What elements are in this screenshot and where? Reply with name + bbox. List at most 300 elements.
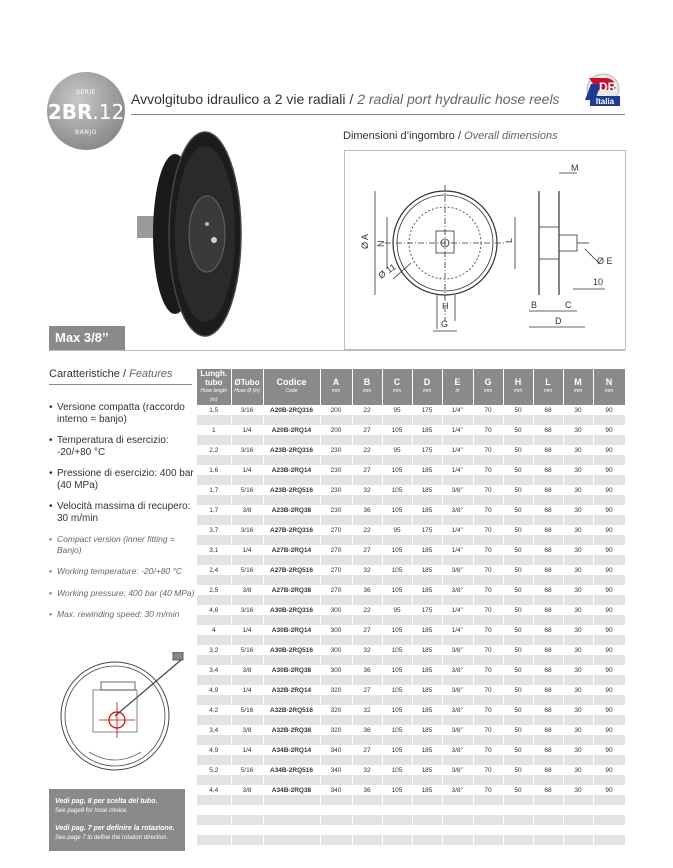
table-cell	[263, 495, 320, 505]
table-cell: 30	[563, 445, 593, 455]
table-cell	[442, 595, 473, 605]
table-cell	[320, 455, 352, 465]
table-cell	[197, 495, 231, 505]
table-cell	[442, 575, 473, 585]
table-cell	[382, 635, 412, 645]
table-cell	[263, 435, 320, 445]
table-cell: 3/8’’	[442, 725, 473, 735]
column-header-unit: mm	[392, 388, 402, 394]
table-cell	[593, 515, 625, 525]
table-cell: 105	[382, 625, 412, 635]
table-cell: 68	[533, 725, 563, 735]
dr-italia-logo	[577, 70, 625, 110]
table-cell	[533, 495, 563, 505]
table-cell	[442, 835, 473, 845]
table-cell: 30	[563, 505, 593, 515]
table-cell: 3,7	[197, 525, 231, 535]
table-cell	[263, 475, 320, 485]
table-spacer-row	[197, 815, 625, 825]
table-cell: 70	[473, 665, 503, 675]
table-cell: 105	[382, 785, 412, 795]
table-cell: 3/16	[231, 605, 263, 615]
table-cell	[412, 795, 442, 805]
table-cell	[473, 775, 503, 785]
table-cell	[533, 715, 563, 725]
table-cell	[442, 735, 473, 745]
table-cell	[503, 825, 533, 835]
table-cell	[533, 815, 563, 825]
table-cell	[197, 595, 231, 605]
table-spacer-row	[197, 735, 625, 745]
table-cell	[231, 675, 263, 685]
table-cell: 50	[503, 685, 533, 695]
table-cell	[320, 435, 352, 445]
table-cell	[352, 695, 382, 705]
table-spacer-row	[197, 775, 625, 785]
table-cell	[442, 635, 473, 645]
table-cell	[442, 775, 473, 785]
table-cell	[442, 535, 473, 545]
table-cell: 50	[503, 785, 533, 795]
table-cell	[382, 615, 412, 625]
table-cell	[593, 575, 625, 585]
table-cell: 4,2	[197, 705, 231, 715]
table-cell: 1/4’’	[442, 425, 473, 435]
table-cell: 70	[473, 645, 503, 655]
column-header-unit: Code	[285, 388, 298, 394]
table-cell	[231, 635, 263, 645]
column-header-label: G	[484, 377, 492, 387]
table-cell	[320, 475, 352, 485]
table-cell: 3/8’’	[442, 585, 473, 595]
table-cell	[473, 655, 503, 665]
table-cell	[563, 555, 593, 565]
table-cell	[382, 655, 412, 665]
table-cell: 200	[320, 405, 352, 415]
table-cell: 70	[473, 485, 503, 495]
table-cell: 270	[320, 565, 352, 575]
table-cell	[442, 555, 473, 565]
dim-label-a: Ø A	[360, 233, 370, 249]
table-cell	[593, 735, 625, 745]
table-cell	[503, 695, 533, 705]
table-cell	[533, 555, 563, 565]
table-cell	[263, 595, 320, 605]
column-header	[412, 369, 442, 405]
table-cell: A30B-2RQ14	[263, 625, 320, 635]
table-cell: 105	[382, 645, 412, 655]
table-spacer-row	[197, 655, 625, 665]
table-cell	[352, 825, 382, 835]
table-cell	[382, 595, 412, 605]
table-cell	[197, 555, 231, 565]
feature-item-it: • Velocità massima di recupero: 30 m/min	[49, 501, 197, 525]
table-cell: 185	[412, 705, 442, 715]
table-spacer-row	[197, 555, 625, 565]
table-cell	[231, 615, 263, 625]
table-spacer-row	[197, 415, 625, 425]
dimensions-drawing	[344, 150, 626, 350]
table-cell: 70	[473, 685, 503, 695]
table-cell: 105	[382, 465, 412, 475]
table-cell: 68	[533, 405, 563, 415]
table-cell	[563, 825, 593, 835]
table-cell	[382, 825, 412, 835]
series-code	[47, 100, 125, 124]
table-row	[197, 585, 625, 595]
table-cell	[503, 715, 533, 725]
table-cell	[533, 775, 563, 785]
column-header-unit: mm	[331, 388, 341, 394]
feature-item-it: • Pressione di esercizio: 400 bar (40 MPa)	[49, 468, 197, 492]
table-cell: 1/4’’	[442, 465, 473, 475]
table-cell: 68	[533, 425, 563, 435]
table-spacer-row	[197, 515, 625, 525]
table-cell: 2,5	[197, 585, 231, 595]
table-cell	[593, 535, 625, 545]
table-spacer-row	[197, 435, 625, 445]
table-cell: A27B-2RQ316	[263, 525, 320, 535]
table-cell	[593, 555, 625, 565]
table-cell: 3/8’’	[442, 505, 473, 515]
table-cell: 3/8’’	[442, 705, 473, 715]
table-cell	[320, 655, 352, 665]
table-cell: 70	[473, 725, 503, 735]
table-cell: A34B-2RQ516	[263, 765, 320, 775]
table-cell: 185	[412, 485, 442, 495]
dim-label-c: C	[565, 300, 572, 310]
table-cell	[593, 775, 625, 785]
table-cell	[593, 825, 625, 835]
table-cell	[231, 595, 263, 605]
table-cell	[352, 795, 382, 805]
table-cell	[533, 615, 563, 625]
column-header	[442, 369, 473, 405]
table-cell	[197, 435, 231, 445]
table-cell	[197, 415, 231, 425]
image-divider	[49, 350, 625, 351]
table-cell	[197, 455, 231, 465]
table-cell: 90	[593, 545, 625, 555]
dim-label-10: 10	[593, 277, 604, 287]
table-cell: 90	[593, 705, 625, 715]
table-spacer-row	[197, 695, 625, 705]
table-cell	[382, 835, 412, 845]
table-cell	[412, 675, 442, 685]
table-cell: 90	[593, 485, 625, 495]
table-cell	[563, 695, 593, 705]
table-cell: 230	[320, 465, 352, 475]
table-cell	[593, 835, 625, 845]
table-cell	[412, 825, 442, 835]
table-cell	[352, 495, 382, 505]
table-cell	[593, 655, 625, 665]
series-code-bold: 2BR	[47, 100, 93, 124]
table-cell	[412, 655, 442, 665]
table-cell: 50	[503, 545, 533, 555]
table-cell	[197, 805, 231, 815]
table-cell	[352, 835, 382, 845]
table-cell	[563, 595, 593, 605]
table-cell: 27	[352, 685, 382, 695]
table-cell: 90	[593, 785, 625, 795]
table-cell	[263, 515, 320, 525]
table-cell: 185	[412, 505, 442, 515]
table-row	[197, 485, 625, 495]
table-cell: 3/16	[231, 405, 263, 415]
table-cell	[533, 795, 563, 805]
table-header-row	[197, 369, 625, 405]
table-cell: 90	[593, 505, 625, 515]
table-cell	[382, 815, 412, 825]
table-cell: 50	[503, 565, 533, 575]
table-cell	[231, 815, 263, 825]
table-cell	[231, 535, 263, 545]
table-cell	[473, 835, 503, 845]
table-cell: 300	[320, 665, 352, 675]
page-title	[131, 91, 560, 107]
table-cell: A30B-2RQ38	[263, 665, 320, 675]
table-cell: 1,7	[197, 485, 231, 495]
table-cell	[320, 595, 352, 605]
table-cell	[473, 755, 503, 765]
table-cell	[197, 675, 231, 685]
table-cell	[503, 795, 533, 805]
table-cell	[503, 435, 533, 445]
table-cell: 270	[320, 525, 352, 535]
table-cell	[197, 635, 231, 645]
table-cell: 185	[412, 665, 442, 675]
table-cell: 4,9	[197, 685, 231, 695]
dimensions-title	[343, 130, 558, 142]
dim-label-d: D	[555, 316, 562, 326]
table-cell	[593, 805, 625, 815]
table-cell: 3/8	[231, 785, 263, 795]
column-header	[533, 369, 563, 405]
table-cell	[563, 805, 593, 815]
column-header-unit: Hose length (m)	[200, 388, 228, 403]
table-cell: 32	[352, 645, 382, 655]
table-cell	[473, 495, 503, 505]
table-cell: 50	[503, 705, 533, 715]
table-cell	[473, 575, 503, 585]
table-spacer-row	[197, 495, 625, 505]
table-cell: 70	[473, 625, 503, 635]
features-separator: /	[119, 368, 130, 380]
table-cell: 3/8	[231, 505, 263, 515]
table-cell	[231, 435, 263, 445]
table-cell	[320, 675, 352, 685]
table-cell	[352, 515, 382, 525]
table-cell	[197, 835, 231, 845]
table-cell	[412, 555, 442, 565]
table-cell	[263, 775, 320, 785]
table-cell: 70	[473, 565, 503, 575]
table-cell: 68	[533, 685, 563, 695]
table-cell	[503, 635, 533, 645]
table-cell	[563, 655, 593, 665]
table-cell: 22	[352, 405, 382, 415]
column-header-label: A	[332, 377, 340, 387]
table-cell: 1/4	[231, 745, 263, 755]
table-cell: 30	[563, 665, 593, 675]
column-header	[473, 369, 503, 405]
table-cell: 27	[352, 545, 382, 555]
table-row	[197, 725, 625, 735]
note-hose-en: See page8 for hose choice.	[55, 808, 129, 814]
table-cell: 1,7	[197, 505, 231, 515]
table-cell	[412, 515, 442, 525]
column-header-unit: mm	[604, 388, 614, 394]
table-row	[197, 705, 625, 715]
table-cell	[412, 715, 442, 725]
table-cell: 185	[412, 585, 442, 595]
table-cell: 50	[503, 445, 533, 455]
table-cell: 105	[382, 745, 412, 755]
table-cell: 3/8’’	[442, 745, 473, 755]
table-cell: 340	[320, 785, 352, 795]
table-cell: 27	[352, 465, 382, 475]
table-cell	[231, 495, 263, 505]
table-cell: 68	[533, 525, 563, 535]
table-cell: 1/4’’	[442, 545, 473, 555]
table-cell: 30	[563, 425, 593, 435]
table-cell: A32B-2RQ516	[263, 705, 320, 715]
table-cell	[320, 415, 352, 425]
table-cell	[263, 635, 320, 645]
table-cell: 1/4	[231, 465, 263, 475]
table-cell: 3,4	[197, 665, 231, 675]
table-cell: 90	[593, 565, 625, 575]
table-cell	[231, 715, 263, 725]
table-cell	[263, 805, 320, 815]
series-label: SERIE	[76, 89, 96, 96]
table-cell: A23B-2RQ516	[263, 485, 320, 495]
table-cell	[473, 805, 503, 815]
column-header-label: N	[605, 377, 613, 387]
table-cell: 22	[352, 525, 382, 535]
table-cell: 105	[382, 665, 412, 675]
table-cell	[412, 475, 442, 485]
table-cell	[263, 655, 320, 665]
column-header-unit: Hose Ø (in)	[234, 388, 260, 394]
table-cell	[593, 715, 625, 725]
table-cell: 36	[352, 725, 382, 735]
table-cell	[320, 695, 352, 705]
table-cell: 4	[197, 625, 231, 635]
table-cell: A30B-2RQ516	[263, 645, 320, 655]
table-cell	[320, 775, 352, 785]
column-header	[320, 369, 352, 405]
table-cell	[352, 755, 382, 765]
table-cell: 68	[533, 485, 563, 495]
table-cell	[197, 475, 231, 485]
table-cell	[533, 825, 563, 835]
column-header	[231, 369, 263, 405]
table-cell	[473, 635, 503, 645]
table-cell	[382, 715, 412, 725]
table-cell: 90	[593, 425, 625, 435]
dim-label-d11: Ø 11	[376, 261, 398, 281]
table-cell: 50	[503, 525, 533, 535]
column-header-label: L	[545, 377, 551, 387]
title-separator: /	[345, 91, 358, 107]
table-cell	[563, 735, 593, 745]
table-spacer-row	[197, 675, 625, 685]
table-cell: 105	[382, 565, 412, 575]
table-cell: 1/4’’	[442, 625, 473, 635]
table-cell	[197, 575, 231, 585]
table-cell: 95	[382, 445, 412, 455]
table-cell	[231, 415, 263, 425]
table-cell: 95	[382, 405, 412, 415]
table-cell	[563, 455, 593, 465]
table-cell	[231, 755, 263, 765]
table-cell	[352, 715, 382, 725]
table-cell	[263, 795, 320, 805]
table-cell: 70	[473, 505, 503, 515]
table-cell	[473, 415, 503, 425]
table-cell: A30B-2RQ316	[263, 605, 320, 615]
table-cell: 70	[473, 525, 503, 535]
table-cell: 300	[320, 605, 352, 615]
table-cell: 3/8’’	[442, 485, 473, 495]
table-cell	[533, 835, 563, 845]
table-cell	[197, 825, 231, 835]
table-cell	[320, 835, 352, 845]
table-cell	[352, 555, 382, 565]
table-cell	[503, 575, 533, 585]
table-cell	[593, 455, 625, 465]
table-cell	[442, 515, 473, 525]
table-cell: 50	[503, 645, 533, 655]
table-cell	[442, 435, 473, 445]
column-header-label: D	[423, 377, 431, 387]
table-cell: 5,2	[197, 765, 231, 775]
table-cell	[263, 575, 320, 585]
table-cell	[563, 535, 593, 545]
table-cell	[442, 655, 473, 665]
table-cell	[197, 695, 231, 705]
table-cell	[263, 455, 320, 465]
column-header-label: H	[514, 377, 522, 387]
dim-label-h: H	[442, 301, 449, 311]
table-cell	[197, 655, 231, 665]
table-cell: 68	[533, 445, 563, 455]
dim-label-l: L	[504, 237, 514, 243]
table-cell	[533, 435, 563, 445]
table-cell: 270	[320, 545, 352, 555]
table-cell	[320, 805, 352, 815]
table-cell	[320, 555, 352, 565]
table-cell	[320, 535, 352, 545]
table-cell: 68	[533, 745, 563, 755]
table-cell	[231, 475, 263, 485]
table-cell: 50	[503, 465, 533, 475]
series-badge	[47, 72, 125, 150]
table-cell: 3/8’’	[442, 665, 473, 675]
table-cell: 68	[533, 625, 563, 635]
table-cell	[593, 815, 625, 825]
table-cell: 70	[473, 545, 503, 555]
column-header	[263, 369, 320, 405]
table-cell	[563, 715, 593, 725]
table-cell: 90	[593, 585, 625, 595]
table-cell: 27	[352, 625, 382, 635]
table-cell	[320, 825, 352, 835]
table-cell: 3/8’’	[442, 685, 473, 695]
table-cell: 30	[563, 785, 593, 795]
